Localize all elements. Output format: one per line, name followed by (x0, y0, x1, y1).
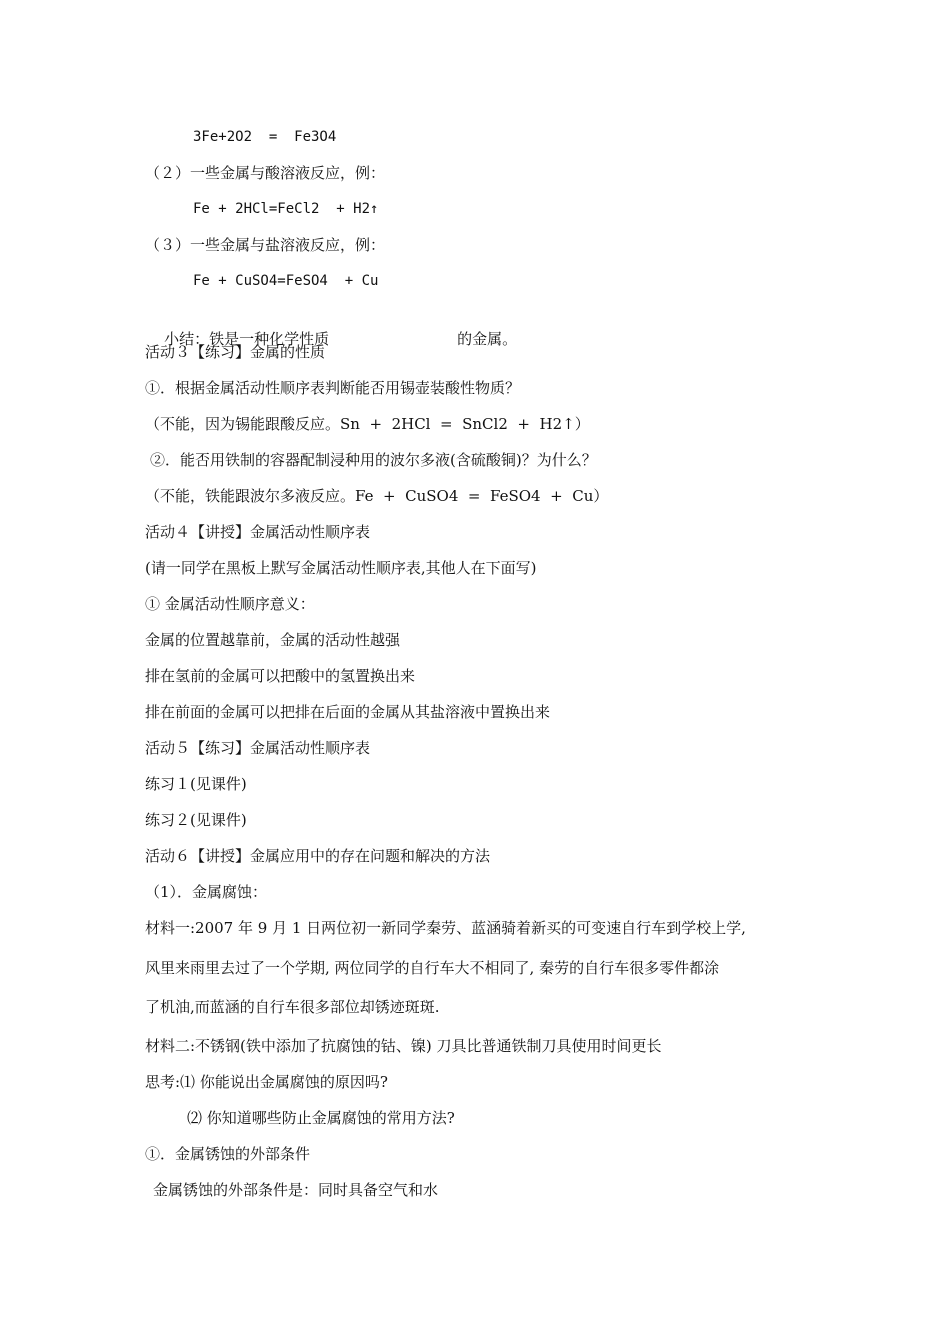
material-1-line-1: 材料一:2007 年 9 月 1 日两位初一新同学秦劳、蓝涵骑着新买的可变速自行车到学校上学, (145, 919, 746, 937)
activity-3-heading: 活动３【练习】金属的性质 (145, 343, 326, 361)
activity-4-instruction: (请一同学在黑板上默写金属活动性顺序表,其他人在下面写) (145, 559, 537, 577)
activity-4-heading: 活动４【讲授】金属活动性顺序表 (145, 523, 371, 541)
equation-iron-hcl: Fe + 2HCl=FeCl2 + H2↑ (193, 201, 379, 217)
rust-conditions-text: 金属锈蚀的外部条件是：同时具备空气和水 (153, 1181, 439, 1199)
think-question-2: ⑵ 你知道哪些防止金属腐蚀的常用方法? (187, 1109, 455, 1127)
exercise-1: 练习１(见课件) (145, 775, 247, 793)
activity-6-heading: 活动６【讲授】金属应用中的存在问题和解决的方法 (145, 847, 491, 865)
order-meaning-heading: ① 金属活动性顺序意义： (145, 595, 315, 613)
answer-1: （不能，因为锡能跟酸反应。Sn + 2HCl = SnCl2 + H2↑） (145, 415, 590, 433)
corrosion-heading: （1）．金属腐蚀： (145, 883, 268, 901)
rust-conditions-heading: ①．金属锈蚀的外部条件 (145, 1145, 311, 1163)
activity-5-heading: 活动５【练习】金属活动性顺序表 (145, 739, 371, 757)
rule-2: 排在氢前的金属可以把酸中的氢置换出来 (145, 667, 416, 685)
rule-1: 金属的位置越靠前，金属的活动性越强 (145, 631, 401, 649)
material-2: 材料二:不锈钢(铁中添加了抗腐蚀的钴、镍) 刀具比普通铁制刀具使用时间更长 (145, 1037, 662, 1055)
equation-iron-cuso4: Fe + CuSO4=FeSO4 + Cu (193, 273, 379, 289)
item-metal-salt: （３）一些金属与盐溶液反应，例： (145, 236, 386, 254)
question-1: ①．根据金属活动性顺序表判断能否用锡壶装酸性物质？ (145, 379, 521, 397)
equation-iron-oxygen: 3Fe+2O2 = Fe3O4 (193, 129, 337, 145)
material-1-line-3: 了机油,而蓝涵的自行车很多部位却锈迹斑斑. (145, 998, 440, 1016)
think-question-1: 思考:⑴ 你能说出金属腐蚀的原因吗? (145, 1073, 388, 1091)
summary-end: 的金属。 (457, 330, 518, 348)
question-2: ②．能否用铁制的容器配制浸种用的波尔多液(含硫酸铜)？为什么？ (150, 451, 597, 469)
item-metal-acid: （２）一些金属与酸溶液反应，例： (145, 164, 386, 182)
exercise-2: 练习２(见课件) (145, 811, 247, 829)
material-1-line-2: 风里来雨里去过了一个学期, 两位同学的自行车大不相同了, 秦劳的自行车很多零件都涂 (145, 959, 720, 977)
summary-start: 小结：铁是一种化学性质 (164, 330, 330, 348)
answer-2: （不能，铁能跟波尔多液反应。Fe + CuSO4 = FeSO4 + Cu） (145, 487, 609, 505)
rule-3: 排在前面的金属可以把排在后面的金属从其盐溶液中置换出来 (145, 703, 551, 721)
